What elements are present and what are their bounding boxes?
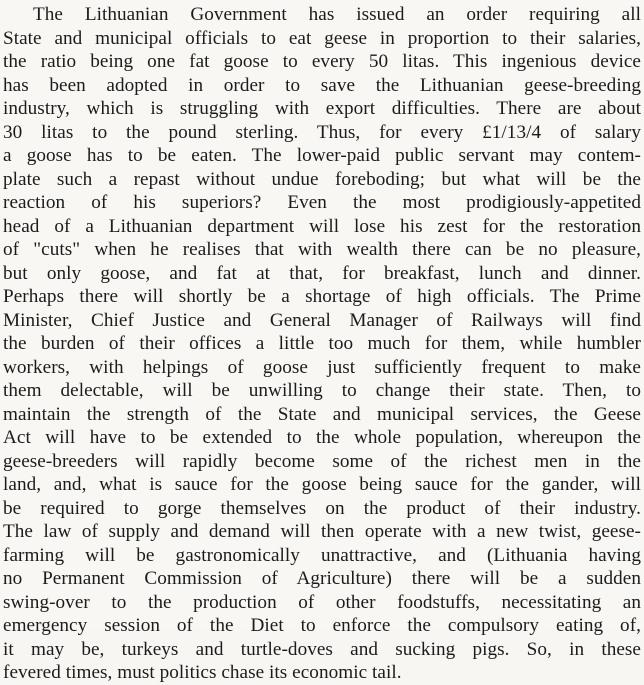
text-line: The law of supply and demand will then operate with a new twist, geese-: [3, 521, 641, 542]
text-line: reaction of his superiors? Even the most prodigiously-appetited: [3, 192, 641, 213]
text-line: it may be, turkeys and turtle-doves and sucking pigs. So, in these: [3, 638, 641, 660]
text-line: emergency session of the Diet to enforce the compulsory eating of,: [3, 615, 641, 636]
text-line: a goose has to be eaten. The lower-paid public servant may contem-: [3, 145, 641, 166]
text-line: head of a Lithuanian department will lose his zest for the restoration: [3, 215, 641, 237]
text-line: geese-breeders will rapidly become some of the richest men in the: [3, 450, 641, 472]
text-line: Perhaps there will shortly be a shortage of high officials. The Prime: [3, 286, 641, 307]
text-line: has been adopted in order to save the Lithuanian geese-breeding: [3, 74, 641, 96]
article-paragraph: [3, 3, 641, 685]
text-line: be required to gorge themselves on the product of their industry.: [3, 497, 641, 519]
text-line: The Lithuanian Government has issued an order requiring all: [33, 4, 641, 25]
text-line: swing-over to the production of other foodstuffs, necessitating an: [3, 591, 641, 613]
text-line: maintain the strength of the State and municipal services, the Geese: [3, 403, 641, 425]
text-line: plate such a repast without undue foreboding; but what will be the: [3, 168, 641, 190]
text-line: no Permanent Commission of Agriculture) there will be a sudden: [3, 568, 641, 589]
text-line: workers, with helpings of goose just sufficiently frequent to make: [3, 356, 641, 378]
text-line: Minister, Chief Justice and General Manager of Railways will find: [3, 309, 641, 331]
text-line: State and municipal officials to eat geese in proportion to their salaries,: [3, 27, 641, 49]
text-line: the ratio being one fat goose to every 50 litas. This ingenious device: [3, 51, 641, 72]
text-line: Act will have to be extended to the whole population, whereupon the: [3, 427, 641, 448]
text-line: of "cuts" when he realises that with wealth there can be no pleasure,: [3, 239, 641, 260]
text-line: land, and, what is sauce for the goose being sauce for the gander, will: [3, 474, 641, 495]
text-line: but only goose, and fat at that, for breakfast, lunch and dinner.: [3, 262, 641, 284]
text-line: farming will be gastronomically unattractive, and (Lithuania having: [3, 544, 641, 566]
text-line: the burden of their offices a little too much for them, while humbler: [3, 333, 641, 354]
text-line: 30 litas to the pound sterling. Thus, for every £1/13/4 of salary: [3, 121, 641, 143]
text-line: fevered times, must politics chase its economic tail.: [3, 662, 402, 683]
text-line: them delectable, will be unwilling to change their state. Then, to: [3, 380, 641, 401]
text-line: industry, which is struggling with export difficulties. There are about: [3, 98, 641, 119]
